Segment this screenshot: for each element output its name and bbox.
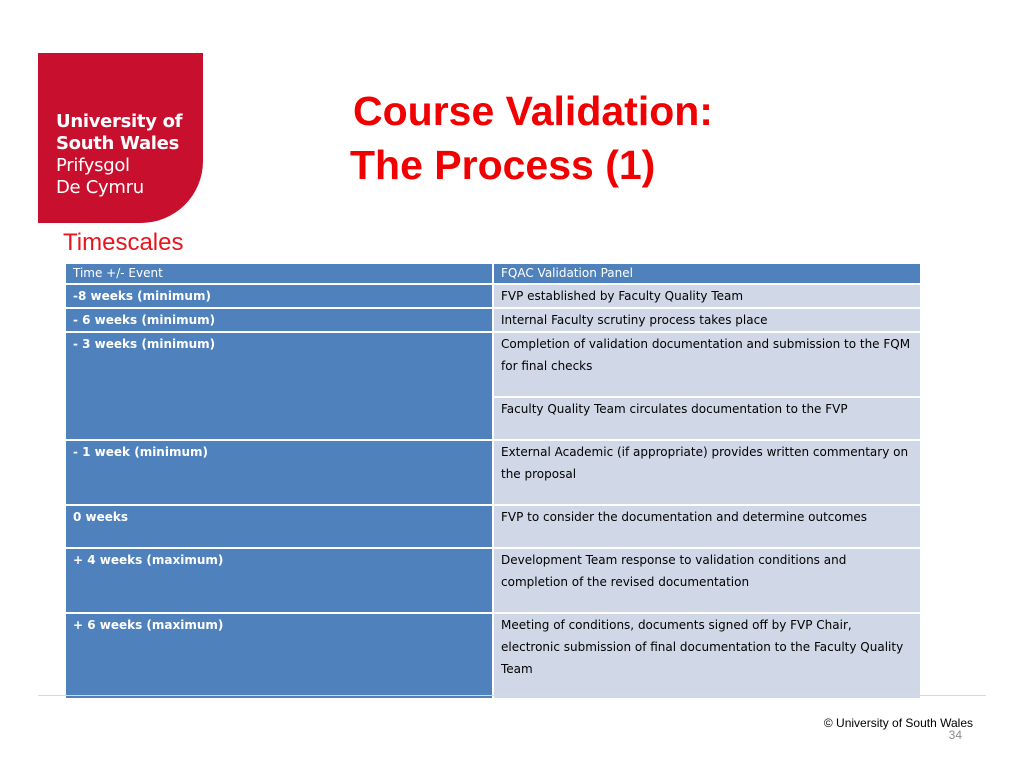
time-cell: - 1 week (minimum) [65,440,493,505]
copyright-notice: © University of South Wales [823,716,973,730]
timescales-table [64,262,922,700]
slide-number: 34 [948,728,962,742]
logo-line-3: Prifysgol [56,155,130,176]
table-row [65,505,921,548]
event-cell: FVP to consider the documentation and determine outcomes [493,505,921,548]
university-logo [38,53,203,223]
slide-title [350,84,830,192]
header-time-event: Time +/- Event [65,263,493,284]
footer-divider [38,695,986,696]
time-cell: - 6 weeks (minimum) [65,308,493,332]
event-cell: Internal Faculty scrutiny process takes place [493,308,921,332]
table-row [65,548,921,613]
time-cell: -8 weeks (minimum) [65,284,493,308]
table-row [65,440,921,505]
logo-line-2: South Wales [56,133,179,154]
event-cell: External Academic (if appropriate) provides written commentary on the proposal [493,440,921,505]
event-cell: Development Team response to validation conditions and completion of the revised documentation [493,548,921,613]
event-cell: Faculty Quality Team circulates documentation to the FVP [493,397,921,440]
time-cell: + 6 weeks (maximum) [65,613,493,699]
header-fqac-panel: FQAC Validation Panel [493,263,921,284]
table-row [65,613,921,699]
time-cell: + 4 weeks (maximum) [65,548,493,613]
event-cell: Meeting of conditions, documents signed off by FVP Chair, electronic submission of final documentation to the Faculty Quality Team [493,613,921,699]
table-row [65,332,921,397]
table-row [65,284,921,308]
event-cell: Completion of validation documentation and submission to the FQM for final checks [493,332,921,397]
time-cell: 0 weeks [65,505,493,548]
table-row [65,308,921,332]
section-subtitle: Timescales [63,229,184,256]
time-cell: - 3 weeks (minimum) [65,332,493,440]
logo-line-4: De Cymru [56,177,144,198]
event-cell: FVP established by Faculty Quality Team [493,284,921,308]
title-line-2: The Process (1) [350,142,656,188]
title-line-1: Course Validation: [353,88,713,134]
logo-line-1: University of [56,111,183,132]
table-header-row [65,263,921,284]
